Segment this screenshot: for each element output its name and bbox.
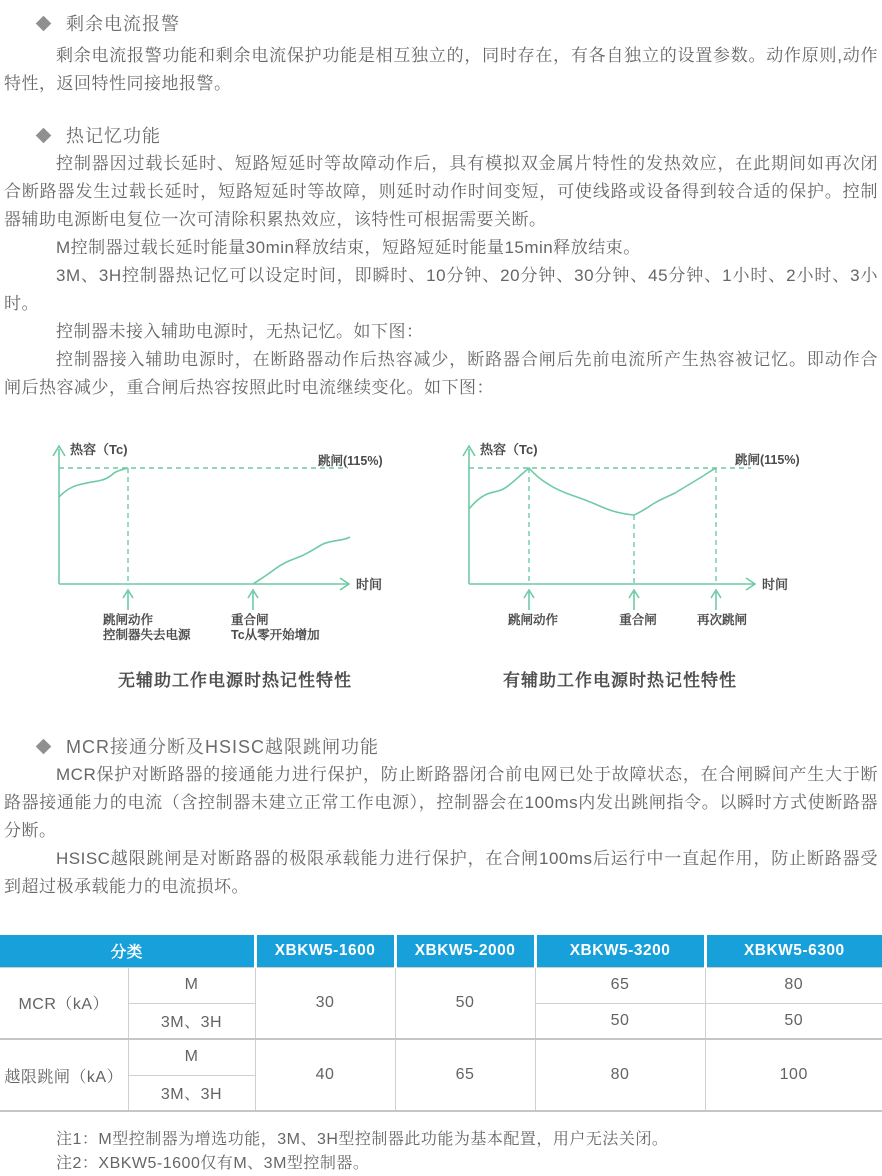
- paragraph: MCR保护对断路器的接通能力进行保护，防止断路器闭合前电网已处于故障状态，在合闸瞬间产生大于断路器接通能力的电流（含控制器未建立正常工作电源），控制器会在100ms内发出跳闸指令。以瞬时方式使断路器分断。: [4, 765, 878, 840]
- annotation-trip-action-line2: 控制器失去电源: [103, 628, 191, 642]
- note-1: 注1：M型控制器为增选功能，3M、3H型控制器此功能为基本配置，用户无法关闭。: [56, 1131, 669, 1148]
- table-row: [0, 967, 882, 1003]
- value-cell: 50: [395, 967, 535, 1039]
- section-title: 热记忆功能: [66, 126, 161, 146]
- controller-type-cell: M: [128, 1039, 255, 1075]
- heat-capacity-curve-before-trip: [59, 468, 128, 497]
- paragraph: 控制器未接入辅助电源时，无热记忆。如下图：: [56, 322, 424, 341]
- value-cell: 100: [705, 1039, 882, 1111]
- table-section-mcr: [0, 967, 882, 1039]
- document-page: [0, 12, 882, 1172]
- heat-capacity-curve-after-reclose: [253, 537, 350, 584]
- annotation-trip-action: 跳闸动作: [507, 613, 559, 627]
- header-cell-model: XBKW5-1600: [255, 935, 395, 967]
- header-cell-model: XBKW5-3200: [535, 935, 705, 967]
- value-cell: 40: [255, 1039, 395, 1111]
- annotation-second-trip: 再次跳闸: [696, 613, 748, 627]
- value-cell: 80: [705, 967, 882, 1003]
- annotation-trip-action-line1: 跳闸动作: [103, 613, 154, 627]
- row-label-overlimit: 越限跳闸（kA）: [0, 1039, 128, 1111]
- figure-with-aux-power-diagram: [441, 434, 882, 646]
- figure-caption: 无辅助工作电源时热记性特性: [118, 671, 352, 690]
- diamond-bullet-icon: [36, 127, 52, 143]
- value-cell: 65: [395, 1039, 535, 1111]
- x-axis-label: 时间: [762, 577, 789, 592]
- diamond-bullet-icon: [36, 15, 52, 31]
- value-cell: 30: [255, 967, 395, 1039]
- section-heading-residual-current-alarm: [38, 12, 882, 34]
- paragraph: M控制器过载长延时能量30min释放结束，短路短延时能量15min释放结束。: [56, 238, 641, 257]
- paragraph: 控制器接入辅助电源时，在断路器动作后热容减少，断路器合闸后先前电流所产生热容被记忆。即动作合闸后热容减少，重合闸后热容按照此时电流继续变化。如下图：: [4, 350, 878, 397]
- controller-type-cell: 3M、3H: [128, 1003, 255, 1039]
- row-label-mcr: MCR（kA）: [0, 967, 128, 1039]
- header-cell-model: XBKW5-6300: [705, 935, 882, 967]
- controller-type-cell: 3M、3H: [128, 1075, 255, 1111]
- note-2: 注2：XBKW5-1600仅有M、3M型控制器。: [56, 1155, 370, 1172]
- annotation-reclose-line1: 重合闸: [231, 613, 269, 627]
- paragraph: 剩余电流报警功能和剩余电流保护功能是相互独立的，同时存在，有各自独立的设置参数。动作原则,动作特性，返回特性同接地报警。: [4, 46, 878, 93]
- value-cell: 65: [535, 967, 705, 1003]
- thermal-memory-figures: [0, 434, 882, 691]
- table-notes: [56, 1128, 882, 1176]
- paragraph: HSISC越限跳闸是对断路器的极限承载能力进行保护，在合闸100ms后运行中一直起作用，防止断路器受到超过极承载能力的电流损坏。: [4, 849, 878, 896]
- y-axis-label: 热容（Tc): [480, 442, 538, 457]
- value-cell: 80: [535, 1039, 705, 1111]
- mcr-overlimit-spec-table: [0, 935, 882, 1112]
- section-heading-mcr-hsisc: [38, 735, 882, 757]
- section-heading-thermal-memory: [38, 124, 882, 146]
- figure-with-aux-power: [441, 434, 882, 691]
- value-cell: 50: [705, 1003, 882, 1039]
- paragraph: 控制器因过载长延时、短路短延时等故障动作后，具有模拟双金属片特性的发热效应，在此期间如再次闭合断路器发生过载长延时，短路短延时等故障，则延时动作时间变短，可使线路或设备得到较合适的保护。控制器辅助电源断电复位一次可清除积累热效应，该特性可根据需要关断。: [4, 154, 878, 229]
- section-title: 剩余电流报警: [66, 14, 180, 34]
- figure-caption: 有辅助工作电源时热记性特性: [503, 671, 737, 690]
- controller-type-cell: M: [128, 967, 255, 1003]
- figure-no-aux-power: [0, 434, 441, 691]
- trip-level-label: 跳闸(115%): [318, 454, 383, 468]
- value-cell: 50: [535, 1003, 705, 1039]
- diamond-bullet-icon: [36, 738, 52, 754]
- section-title: MCR接通分断及HSISC越限跳闸功能: [66, 737, 380, 757]
- y-axis-label: 热容（Tc): [70, 442, 128, 457]
- table-header-row: [0, 935, 882, 967]
- table-section-overlimit: [0, 1039, 882, 1111]
- paragraph: 3M、3H控制器热记忆可以设定时间，即瞬时、10分钟、20分钟、30分钟、45分钟、1小时、2小时、3小时。: [4, 266, 878, 313]
- heat-capacity-curve: [469, 468, 716, 515]
- figure-no-aux-power-diagram: [0, 434, 441, 646]
- table-row: [0, 1039, 882, 1075]
- annotation-reclose-line2: Tc从零开始增加: [231, 628, 320, 642]
- trip-level-label: 跳闸(115%): [735, 453, 800, 467]
- header-cell-category: 分类: [0, 935, 255, 967]
- x-axis-label: 时间: [356, 577, 383, 592]
- annotation-reclose: 重合闸: [619, 613, 657, 627]
- header-cell-model: XBKW5-2000: [395, 935, 535, 967]
